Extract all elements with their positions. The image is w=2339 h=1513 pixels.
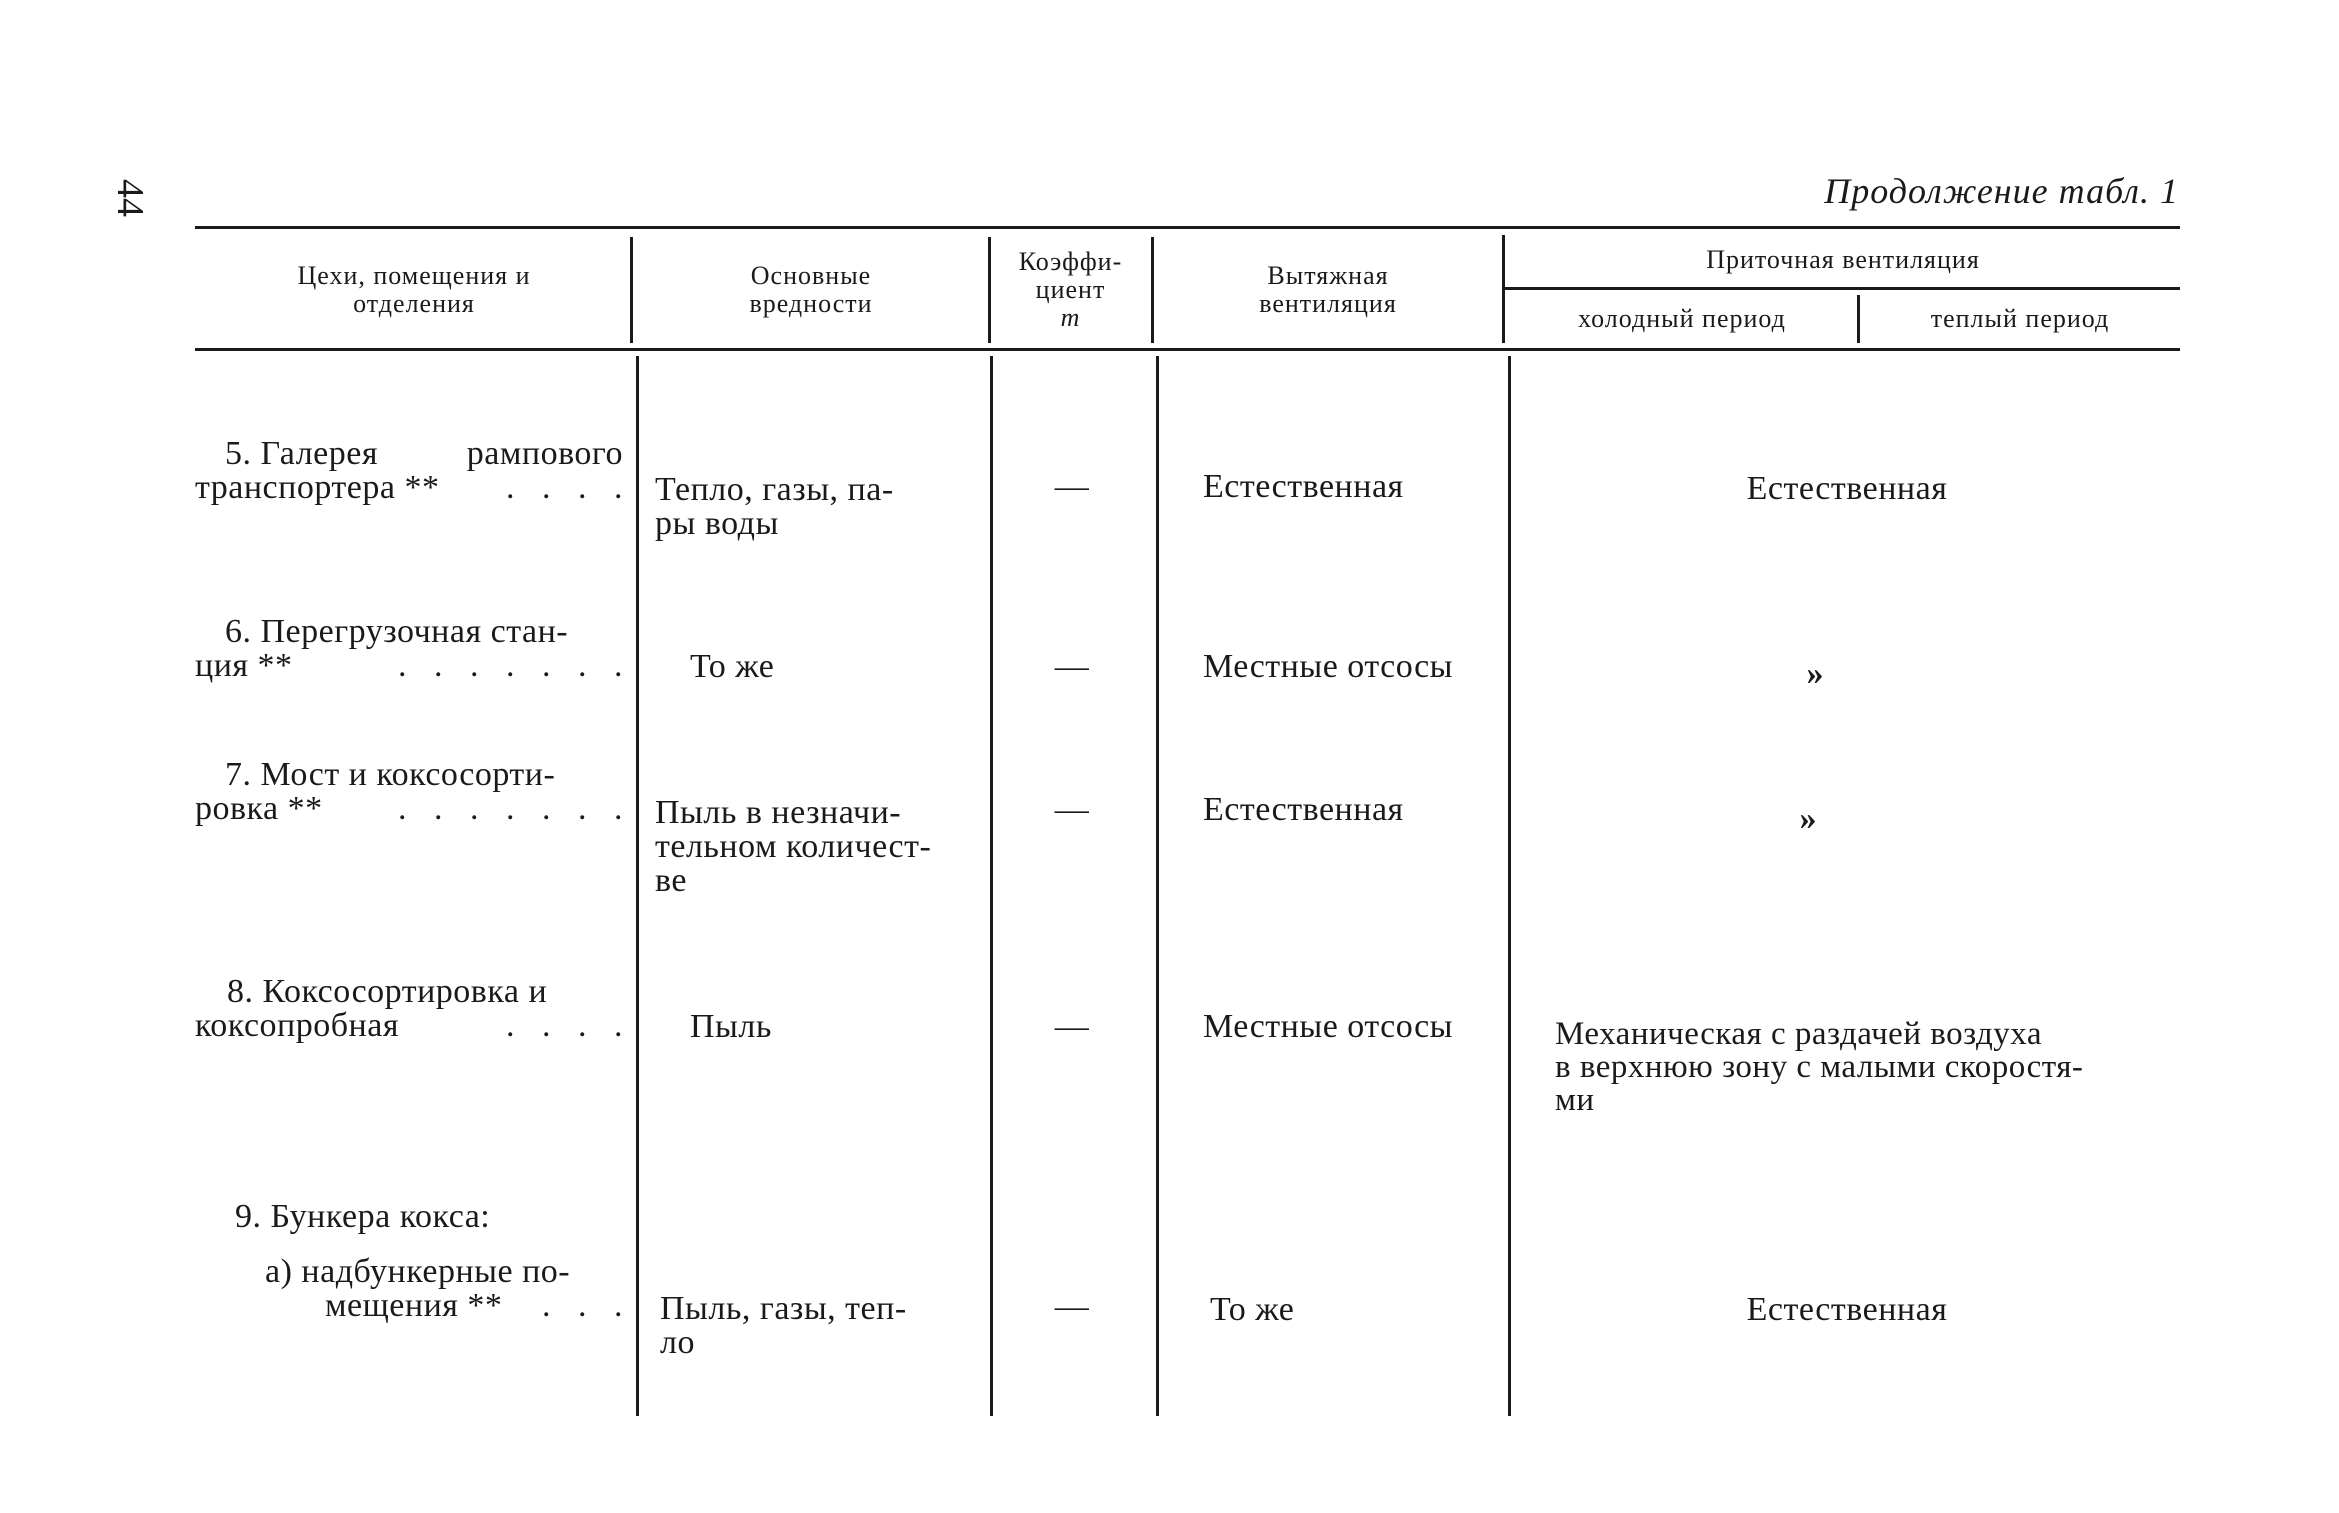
row-5-name-line1b: рампового [466, 435, 623, 472]
row-6-supply-ditto-mark: » [1806, 655, 1824, 692]
header-divider-1 [630, 237, 633, 343]
row-7-supply-ditto-mark: » [1799, 800, 1817, 837]
row-5-name [195, 437, 623, 505]
row-9a-exhaust: То же [1210, 1291, 1295, 1328]
row-9-group-title: 9. Бункера кокса: [235, 1198, 491, 1235]
header-divider-2 [988, 237, 991, 343]
row-9a-hazards: Пыль, газы, теп- ло [660, 1290, 907, 1361]
row-5-leader-dots: . . . . [506, 469, 623, 506]
row-7-name-line2: ровка ** [195, 790, 323, 827]
row-5-name-line2: транспортера ** [195, 469, 440, 506]
row-9a-coefficient: — [1054, 1288, 1090, 1325]
header-divider-3 [1151, 237, 1154, 343]
table-continuation-label: Продолжение табл. 1 [1824, 171, 2179, 211]
header-departments: Цехи, помещения и отделения [297, 261, 531, 318]
row-7-hazards: Пыль в незначи- тельном количест- ве [655, 794, 932, 899]
row-5-coefficient: — [1054, 468, 1090, 505]
body-divider-3 [1156, 356, 1159, 1416]
supply-group-rule [1505, 287, 2180, 290]
header-coefficient-symbol: m [1060, 303, 1081, 332]
row-8-name-line2: коксопробная [195, 1007, 399, 1044]
row-6-name-line1: 6. Перегрузочная стан- [225, 613, 569, 650]
row-8-coefficient: — [1054, 1008, 1090, 1045]
row-7-name-line1: 7. Мост и коксосорти- [225, 756, 556, 793]
header-supply-cold: холодный период [1578, 304, 1786, 333]
row-6-hazards: То же [690, 648, 775, 685]
body-divider-1 [636, 356, 639, 1416]
row-5-supply: Естественная [1746, 470, 1948, 507]
row-5-name-line1a: 5. Галерея [225, 435, 378, 472]
row-6-name [195, 615, 623, 683]
row-8-leader-dots: . . . . [506, 1007, 623, 1044]
row-7-name [195, 758, 623, 826]
row-6-coefficient: — [1054, 648, 1090, 685]
header-supply-warm: теплый период [1930, 304, 2110, 333]
row-7-leader-dots: . . . . . . . [398, 790, 623, 827]
header-coefficient-line2: циент [1035, 275, 1106, 304]
row-9a-name-line1: а) надбункерные по- [265, 1253, 571, 1290]
header-hazards: Основные вредности [749, 261, 873, 318]
body-divider-4 [1508, 356, 1511, 1416]
row-6-exhaust: Местные отсосы [1203, 648, 1453, 685]
table-top-rule [195, 226, 2180, 229]
row-7-exhaust: Естественная [1203, 791, 1404, 828]
header-coefficient [992, 240, 1149, 340]
header-divider-5 [1857, 295, 1860, 343]
header-coefficient-line1: Коэффи- [1018, 247, 1123, 276]
row-8-name [195, 975, 623, 1043]
row-9a-supply: Естественная [1746, 1291, 1948, 1328]
row-9a-name-line2: мещения ** [325, 1287, 503, 1324]
row-9a-name [265, 1255, 623, 1323]
row-5-hazards: Тепло, газы, па- ры воды [655, 471, 894, 542]
row-8-name-line1: 8. Коксосортировка и [227, 973, 548, 1010]
header-bottom-rule [195, 348, 2180, 351]
header-exhaust: Вытяжная вентиляция [1259, 261, 1397, 318]
body-divider-2 [990, 356, 993, 1416]
page-number: 44 [109, 179, 151, 217]
row-5-exhaust: Естественная [1203, 468, 1404, 505]
row-6-name-line2: ция ** [195, 647, 293, 684]
row-7-coefficient: — [1054, 791, 1090, 828]
header-supply-group: Приточная вентиляция [1706, 245, 1980, 274]
header-divider-4 [1502, 235, 1505, 343]
row-9a-leader-dots: . . . [542, 1287, 623, 1324]
row-8-supply: Механическая с раздачей воздуха в верхнюю зону с малыми скоростя- ми [1555, 1016, 2084, 1118]
row-8-exhaust: Местные отсосы [1203, 1008, 1453, 1045]
row-8-hazards: Пыль [690, 1008, 772, 1045]
row-6-leader-dots: . . . . . . . [398, 647, 623, 684]
